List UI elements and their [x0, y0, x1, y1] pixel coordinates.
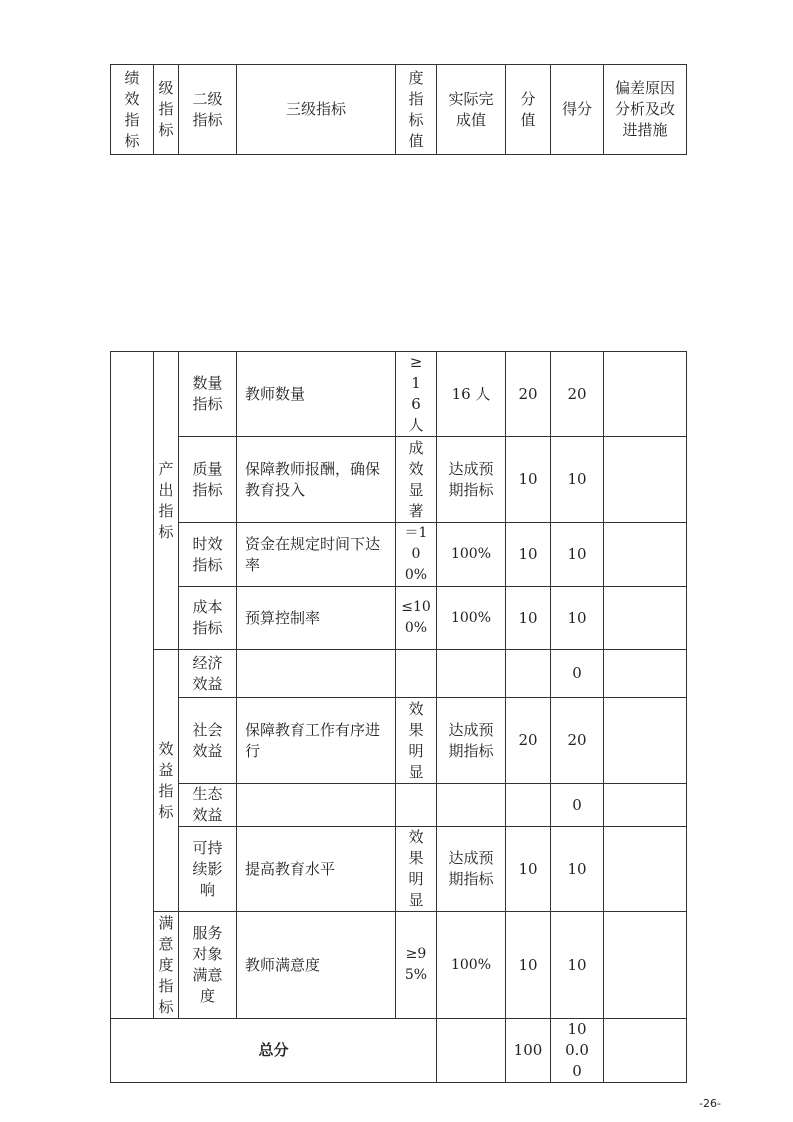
actual-cell: 100% [437, 587, 506, 650]
note-cell [604, 650, 687, 698]
total-score: 100.00 [551, 1019, 604, 1083]
level2-cell: 质量指标 [179, 437, 237, 523]
level3-cell: 教师数量 [237, 352, 396, 437]
table-row [111, 523, 687, 587]
score-cell: 10 [551, 912, 604, 1019]
score-cell: 10 [551, 827, 604, 912]
actual-cell [437, 784, 506, 827]
total-note [604, 1019, 687, 1083]
actual-cell: 16 人 [437, 352, 506, 437]
note-cell [604, 784, 687, 827]
header-col-performance: 绩效指标 [111, 65, 154, 155]
header-col-level3: 三级指标 [237, 65, 396, 155]
level2-cell: 数量指标 [179, 352, 237, 437]
score-cell: 10 [551, 437, 604, 523]
weight-cell: 10 [506, 587, 551, 650]
actual-cell: 达成预期指标 [437, 437, 506, 523]
header-col-target: 度指标值 [396, 65, 437, 155]
header-col-score: 得分 [551, 65, 604, 155]
note-cell [604, 912, 687, 1019]
header-col-actual: 实际完成值 [437, 65, 506, 155]
score-cell: 20 [551, 352, 604, 437]
weight-cell: 10 [506, 523, 551, 587]
target-cell [396, 784, 437, 827]
table-row [111, 784, 687, 827]
target-cell: ＝100% [396, 523, 437, 587]
table-row [111, 587, 687, 650]
note-cell [604, 352, 687, 437]
actual-cell: 达成预期指标 [437, 827, 506, 912]
level2-cell: 社会效益 [179, 698, 237, 784]
target-cell: ≤100% [396, 587, 437, 650]
weight-cell: 20 [506, 698, 551, 784]
level3-cell: 预算控制率 [237, 587, 396, 650]
note-cell [604, 827, 687, 912]
actual-cell [437, 650, 506, 698]
level3-cell: 保障教育工作有序进行 [237, 698, 396, 784]
total-weight: 100 [506, 1019, 551, 1083]
note-cell [604, 587, 687, 650]
weight-cell: 20 [506, 352, 551, 437]
level2-cell: 可持续影响 [179, 827, 237, 912]
table-row [111, 912, 687, 1019]
weight-cell [506, 650, 551, 698]
group-satisfaction: 满意度指标 [154, 912, 179, 1019]
actual-cell: 100% [437, 523, 506, 587]
score-cell: 0 [551, 650, 604, 698]
level3-cell: 教师满意度 [237, 912, 396, 1019]
note-cell [604, 698, 687, 784]
score-cell: 10 [551, 587, 604, 650]
total-label: 总分 [111, 1019, 437, 1083]
group-output: 产出指标 [154, 352, 179, 650]
level1-cell-empty [111, 352, 154, 1019]
note-cell [604, 437, 687, 523]
total-actual [437, 1019, 506, 1083]
weight-cell: 10 [506, 827, 551, 912]
header-col-level1: 级指标 [154, 65, 179, 155]
level2-cell: 时效指标 [179, 523, 237, 587]
header-col-level2: 二级指标 [179, 65, 237, 155]
target-cell: ≥16人 [396, 352, 437, 437]
level2-cell: 服务对象满意度 [179, 912, 237, 1019]
target-cell: ≥95% [396, 912, 437, 1019]
weight-cell [506, 784, 551, 827]
total-row [111, 1019, 687, 1083]
score-cell: 10 [551, 523, 604, 587]
level3-cell [237, 650, 396, 698]
target-cell: 成效显著 [396, 437, 437, 523]
group-benefit: 效益指标 [154, 650, 179, 912]
page-number: -26- [699, 1097, 721, 1110]
actual-cell: 100% [437, 912, 506, 1019]
table-row [111, 352, 687, 437]
weight-cell: 10 [506, 437, 551, 523]
header-col-deviation: 偏差原因分析及改进措施 [604, 65, 687, 155]
table-row [111, 437, 687, 523]
score-cell: 0 [551, 784, 604, 827]
table-row [111, 650, 687, 698]
header-col-weight: 分值 [506, 65, 551, 155]
score-cell: 20 [551, 698, 604, 784]
target-cell [396, 650, 437, 698]
target-cell: 效果明显 [396, 827, 437, 912]
target-cell: 效果明显 [396, 698, 437, 784]
indicator-table [110, 351, 687, 1083]
level2-cell: 成本指标 [179, 587, 237, 650]
level3-cell [237, 784, 396, 827]
header-table [110, 64, 687, 155]
level2-cell: 经济效益 [179, 650, 237, 698]
level3-cell: 提高教育水平 [237, 827, 396, 912]
level3-cell: 保障教师报酬，确保教育投入 [237, 437, 396, 523]
level3-cell: 资金在规定时间下达率 [237, 523, 396, 587]
table-row [111, 827, 687, 912]
note-cell [604, 523, 687, 587]
level2-cell: 生态效益 [179, 784, 237, 827]
weight-cell: 10 [506, 912, 551, 1019]
table-row [111, 698, 687, 784]
actual-cell: 达成预期指标 [437, 698, 506, 784]
